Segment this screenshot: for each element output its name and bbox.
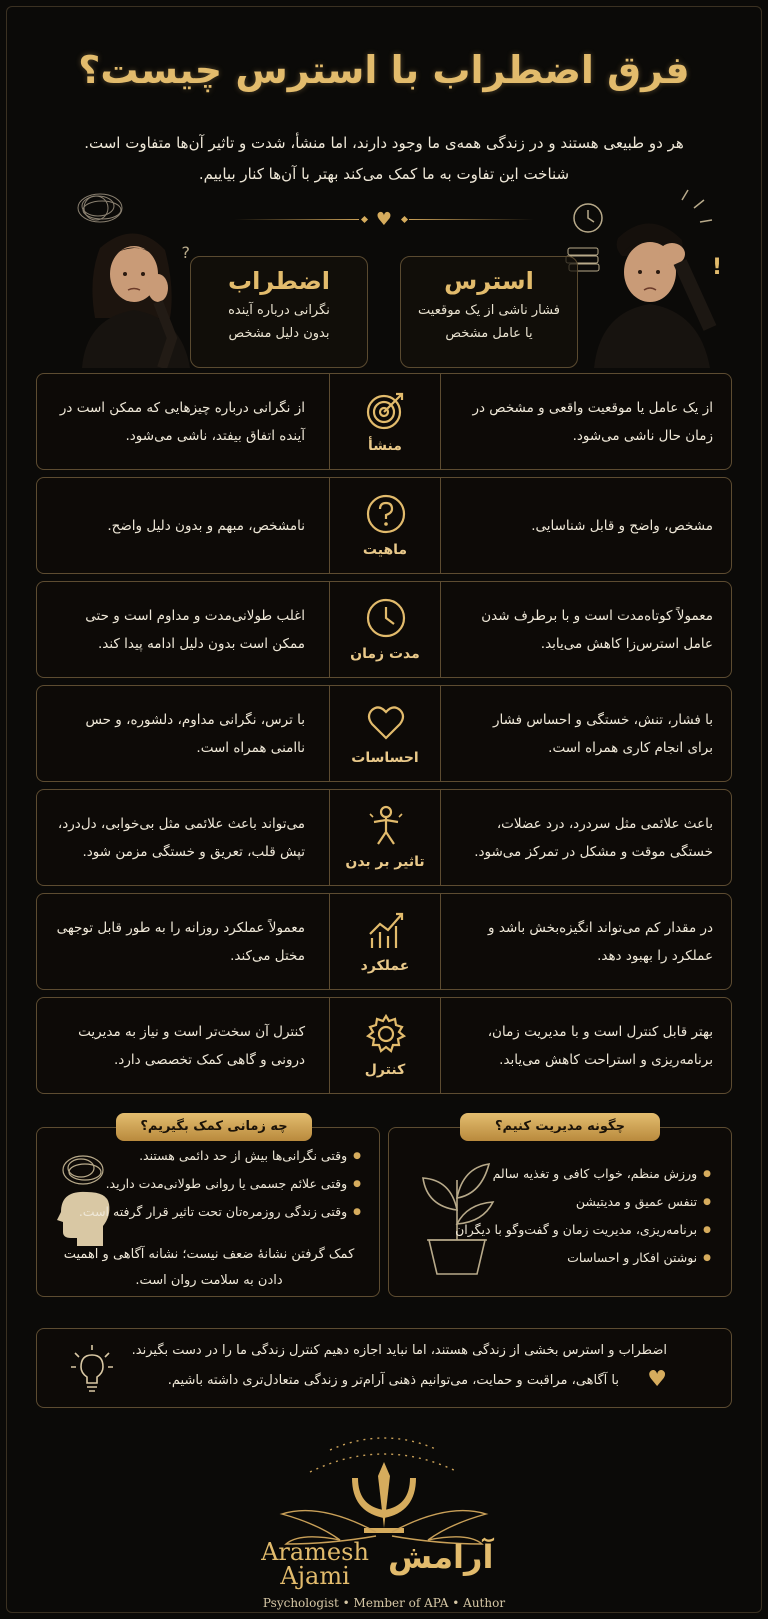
heart-icon: [364, 700, 408, 744]
svg-text:!: !: [711, 255, 722, 280]
anxiety-cell: اغلب طولانی‌مدت و مداوم است و حتی ممکن است بدون دلیل ادامه پیدا کند.: [85, 607, 305, 652]
list-item: ● نوشتن افکار و احساسات: [455, 1244, 711, 1272]
comparison-row-performance: [36, 893, 732, 990]
comparison-row-control: [36, 997, 732, 1094]
help-panel-title: چه زمانی کمک بگیریم؟: [116, 1113, 312, 1141]
anxiety-cell: با ترس، نگرانی مداوم، دلشوره، و حس ناامنی همراه است.: [85, 711, 305, 756]
intro-line-2: شناخت این تفاوت به ما کمک می‌کند بهتر با آن‌ها کنار بیاییم.: [198, 165, 570, 183]
stress-cell: از یک عامل یا موقعیت واقعی و مشخص در زمان حال ناشی می‌شود.: [472, 399, 713, 444]
heart-icon: ♥: [647, 1367, 667, 1392]
row-label: عملکرد: [360, 958, 410, 974]
row-label: ماهیت: [362, 542, 408, 558]
intro-line-1: هر دو طبیعی هستند و در زندگی همه‌ی ما وجود دارند، اما منشأ، شدت و تاثیر آن‌ها متفاوت است.: [84, 134, 684, 152]
list-item: ● تنفس عمیق و مدیتیشن: [455, 1188, 711, 1216]
manage-panel-title: چگونه مدیریت کنیم؟: [460, 1113, 660, 1141]
closing-line-1: اضطراب و استرس بخشی از زندگی هستند، اما نباید اجازه دهیم کنترل زندگی‌ ما را در دست بگیرند.: [131, 1343, 667, 1358]
stress-cell: با فشار، تنش، خستگی و احساس فشار برای انجام کاری همراه است.: [492, 711, 713, 756]
list-item: ● برنامه‌ریزی، مدیریت زمان و گفت‌وگو با دیگران: [455, 1216, 711, 1244]
anxiety-cell: از نگرانی درباره چیزهایی که ممکن است در آینده اتفاق بیفتد، ناشی می‌شود.: [59, 399, 305, 444]
row-label: مدت زمان: [350, 646, 420, 662]
manage-list: [455, 1160, 711, 1272]
list-item: ● وقتی زندگی روزمره‌تان تحت تاثیر قرار گرفته است.: [79, 1198, 361, 1226]
closing-line-2: با آگاهی، مراقبت و حمایت، می‌توانیم ذهنی آرام‌تر و زندگی متعادل‌تری داشته باشیم.: [167, 1373, 619, 1388]
anxiety-cell: می‌تواند باعث علائمی مثل بی‌خوابی، دل‌درد، تپش قلب، تعریق و خستگی مزمن شود.: [57, 815, 305, 860]
anxiety-cell: معمولاً عملکرد روزانه را به طور قابل توجهی مختل می‌کند.: [56, 919, 305, 964]
heart-ornament-icon: ♥: [375, 209, 393, 230]
body-icon: [364, 804, 408, 848]
help-note: کمک گرفتن نشانهٔ ضعف نیست؛ نشانه آگاهی و اهمیت دادن به سلامت روان است.: [63, 1247, 355, 1288]
stress-cell: مشخص، واضح و قابل شناسایی.: [531, 517, 713, 534]
page-title: فرق اضطراب با استرس چیست؟: [78, 48, 690, 92]
brand-logo-emblem: [0, 1432, 768, 1619]
anxious-woman-illustration: [40, 178, 210, 368]
svg-text:?: ?: [181, 243, 190, 262]
list-item: ● ورزش منظم، خواب کافی و تغذیه سالم: [455, 1160, 711, 1188]
stress-cell: در مقدار کم می‌تواند انگیزه‌بخش باشد و عملکرد را بهبود دهد.: [488, 919, 713, 964]
ornament-divider: [234, 208, 534, 232]
stress-cell: معمولاً کوتاه‌مدت است و با برطرف شدن عامل استرس‌زا کاهش می‌یابد.: [481, 607, 713, 652]
help-panel: [36, 1127, 380, 1297]
closing-message: [36, 1328, 732, 1408]
row-label: کنترل: [364, 1062, 406, 1078]
comparison-row-body-effect: [36, 789, 732, 886]
anxiety-title: اضطراب: [227, 267, 331, 295]
help-list: [79, 1142, 361, 1226]
stressed-man-illustration: [560, 178, 740, 368]
brand-name-persian: آرامش: [388, 1538, 494, 1576]
chart-icon: [364, 908, 408, 952]
brand-tagline: Psychologist • Member of APA • Author: [262, 1596, 506, 1610]
stress-header: [400, 256, 578, 368]
lightbulb-icon: [67, 1343, 117, 1397]
anxiety-description: نگرانی درباره آینده بدون دلیل مشخص: [228, 303, 330, 341]
stress-cell: بهتر قابل کنترل است و با مدیریت زمان، برنامه‌ریزی و استراحت کاهش می‌یابد.: [487, 1023, 713, 1068]
row-label: احساسات: [351, 750, 419, 766]
manage-panel: [388, 1127, 732, 1297]
stress-title: استرس: [444, 267, 534, 295]
brand-name-english: Aramesh Ajami: [261, 1538, 369, 1590]
question-icon: [364, 492, 408, 536]
target-icon: [364, 388, 408, 432]
stress-description: فشار ناشی از یک موقعیت یا عامل مشخص: [418, 303, 560, 341]
list-item: ● وقتی علائم جسمی یا روانی طولانی‌مدت دارید.: [79, 1170, 361, 1198]
comparison-row-origin: [36, 373, 732, 470]
anxiety-header: [190, 256, 368, 368]
anxiety-cell: نامشخص، مبهم و بدون دلیل واضح.: [107, 517, 305, 534]
comparison-row-feelings: [36, 685, 732, 782]
comparison-row-duration: [36, 581, 732, 678]
stress-cell: باعث علائمی مثل سردرد، درد عضلات، خستگی موقت و مشکل در تمرکز می‌شود.: [474, 815, 713, 860]
comparison-row-nature: [36, 477, 732, 574]
anxiety-cell: کنترل آن سخت‌تر است و نیاز به مدیریت درونی و گاهی کمک تخصصی دارد.: [78, 1023, 305, 1068]
row-label: تاثیر بر بدن: [345, 854, 425, 870]
clock-icon: [364, 596, 408, 640]
list-item: ● وقتی نگرانی‌ها بیش از حد دائمی هستند.: [79, 1142, 361, 1170]
row-label: منشأ: [368, 438, 402, 454]
gear-icon: [364, 1012, 408, 1056]
